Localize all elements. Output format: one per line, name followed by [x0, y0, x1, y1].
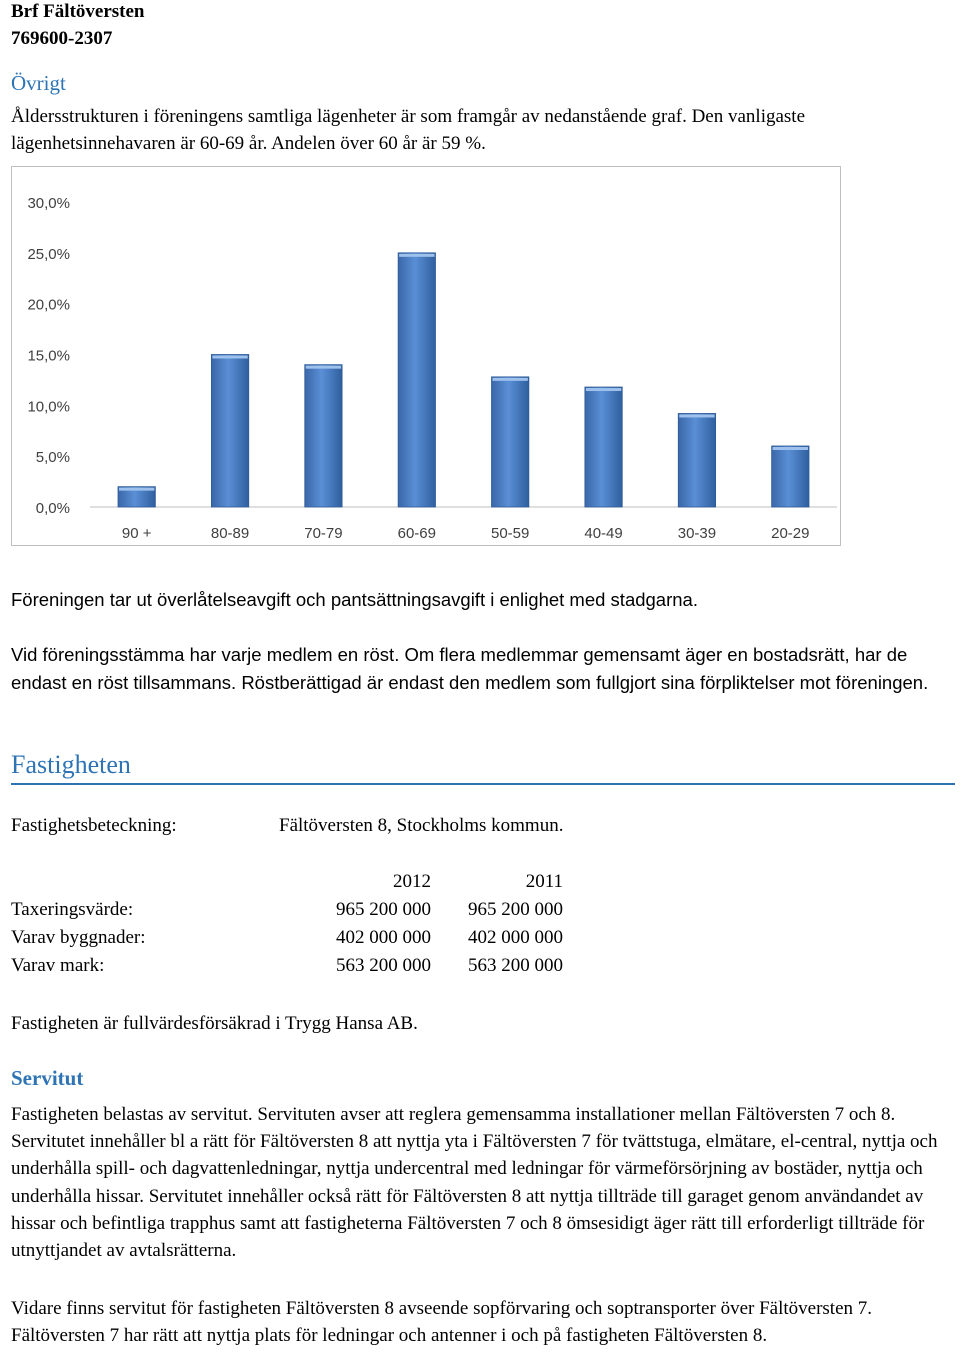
bar-highlight — [493, 378, 528, 381]
buildings-value-2012: 402 000 000 — [336, 927, 431, 948]
bar-5059 — [492, 377, 529, 507]
y-tick-label: 10,0% — [27, 398, 70, 416]
land-value-2011: 563 200 000 — [468, 955, 563, 976]
bar-4049 — [585, 387, 622, 507]
x-tick-label: 40-49 — [584, 525, 623, 542]
insurance-statement: Fastigheten är fullvärdesförsäkrad i Trygg Hansa AB. — [11, 1013, 418, 1034]
property-designation-label: Fastighetsbeteckning: — [11, 815, 177, 836]
section-heading-servitut: Servitut — [11, 1066, 84, 1090]
x-tick-label: 30-39 — [677, 525, 717, 542]
section-heading-ovrigt: Övrigt — [11, 71, 66, 95]
bar-7079 — [305, 365, 342, 507]
year-2012-header: 2012 — [393, 871, 431, 892]
y-tick-label: 30,0% — [27, 195, 70, 212]
age-distribution-chart — [11, 166, 841, 546]
x-tick-label: 20-29 — [771, 525, 810, 542]
buildings-value-label: Varav byggnader: — [11, 927, 146, 948]
servitut-paragraph-2: Vidare finns servitut för fastigheten Fältöversten 8 avseende sopförvaring och soptransporter över Fältöversten 7. Fältöversten 7 har rätt att nyttja plats för ledningar och antenner i och på fastigheten Fältöversten 8. — [11, 1298, 873, 1347]
bar-highlight — [586, 388, 621, 391]
buildings-value-2011: 402 000 000 — [468, 927, 563, 948]
land-value-label: Varav mark: — [11, 955, 105, 976]
land-value-2012: 563 200 000 — [336, 955, 431, 976]
x-tick-label: 70-79 — [304, 525, 343, 542]
x-tick-label: 60-69 — [397, 525, 436, 542]
bar-highlight — [306, 366, 341, 369]
x-tick-label: 90 + — [121, 525, 152, 542]
y-tick-label: 5,0% — [35, 449, 70, 467]
chart-canvas — [12, 167, 840, 545]
heading-underline — [11, 783, 955, 785]
servitut-paragraph-1: Fastigheten belastas av servitut. Servituten avser att reglera gemensamma installationer mellan Fältöversten 7 och 8. Servitutet innehåller bl a rätt för Fältöversten 8 att nyttja yta i Fältöversten 7 för tvättstuga, elmätare, el-central, nyttja och underhålla spill- och dagvattenledningar, nyttja undercentral med ledningar för värmeförsörjning av bostäder, nyttja och underhålla hissar. Servitutet innehåller också rätt för Fältöversten 8 att nyttja tillträde till garaget genom användandet av hissar och befintliga trapphus samt att fastigheterna Fältöversten 7 och 8 ömsesidigt äger rätt till erforderligt tillträde för utnyttjandet av avtalsrätterna. — [11, 1104, 938, 1262]
bar-8089 — [211, 355, 248, 508]
x-tick-label: 80-89 — [210, 525, 250, 542]
bar-highlight — [212, 356, 247, 359]
organization-number: 769600-2307 — [11, 28, 113, 49]
bar-highlight — [399, 254, 434, 257]
bar-highlight — [119, 488, 154, 491]
bar-3039 — [678, 413, 715, 507]
bar-highlight — [773, 447, 808, 450]
bar-highlight — [679, 414, 714, 417]
age-structure-intro: Åldersstrukturen i föreningens samtliga lägenheter är som framgår av nedanstående graf. Den vanligaste lägenhetsinnehavaren är 60-69 år. Andelen över 60 år är 59 %. — [11, 106, 806, 154]
fee-paragraph: Föreningen tar ut överlåtelseavgift och pantsättningsavgift i enlighet med stadgarna. — [11, 589, 698, 610]
x-tick-label: 50-59 — [491, 525, 530, 542]
organization-name: Brf Fältöversten — [11, 1, 145, 22]
bar-2029 — [772, 446, 809, 507]
section-heading-fastigheten: Fastigheten — [11, 750, 131, 779]
y-tick-label: 0,0% — [35, 500, 70, 517]
property-designation-value: Fältöversten 8, Stockholms kommun. — [279, 815, 564, 836]
y-tick-label: 20,0% — [27, 296, 70, 314]
bar-6069 — [398, 253, 435, 507]
tax-value-label: Taxeringsvärde: — [11, 899, 134, 920]
tax-value-2012: 965 200 000 — [336, 899, 431, 920]
y-tick-label: 25,0% — [27, 245, 70, 263]
year-2011-header: 2011 — [525, 871, 563, 892]
y-tick-label: 15,0% — [27, 347, 70, 365]
voting-paragraph: Vid föreningsstämma har varje medlem en röst. Om flera medlemmar gemensamt äger en bostadsrätt, har de endast en röst tillsammans. Röstberättigad är endast den medlem som fullgjort sina förpliktelser mot föreningen. — [11, 644, 929, 693]
tax-value-2011: 965 200 000 — [468, 899, 563, 920]
